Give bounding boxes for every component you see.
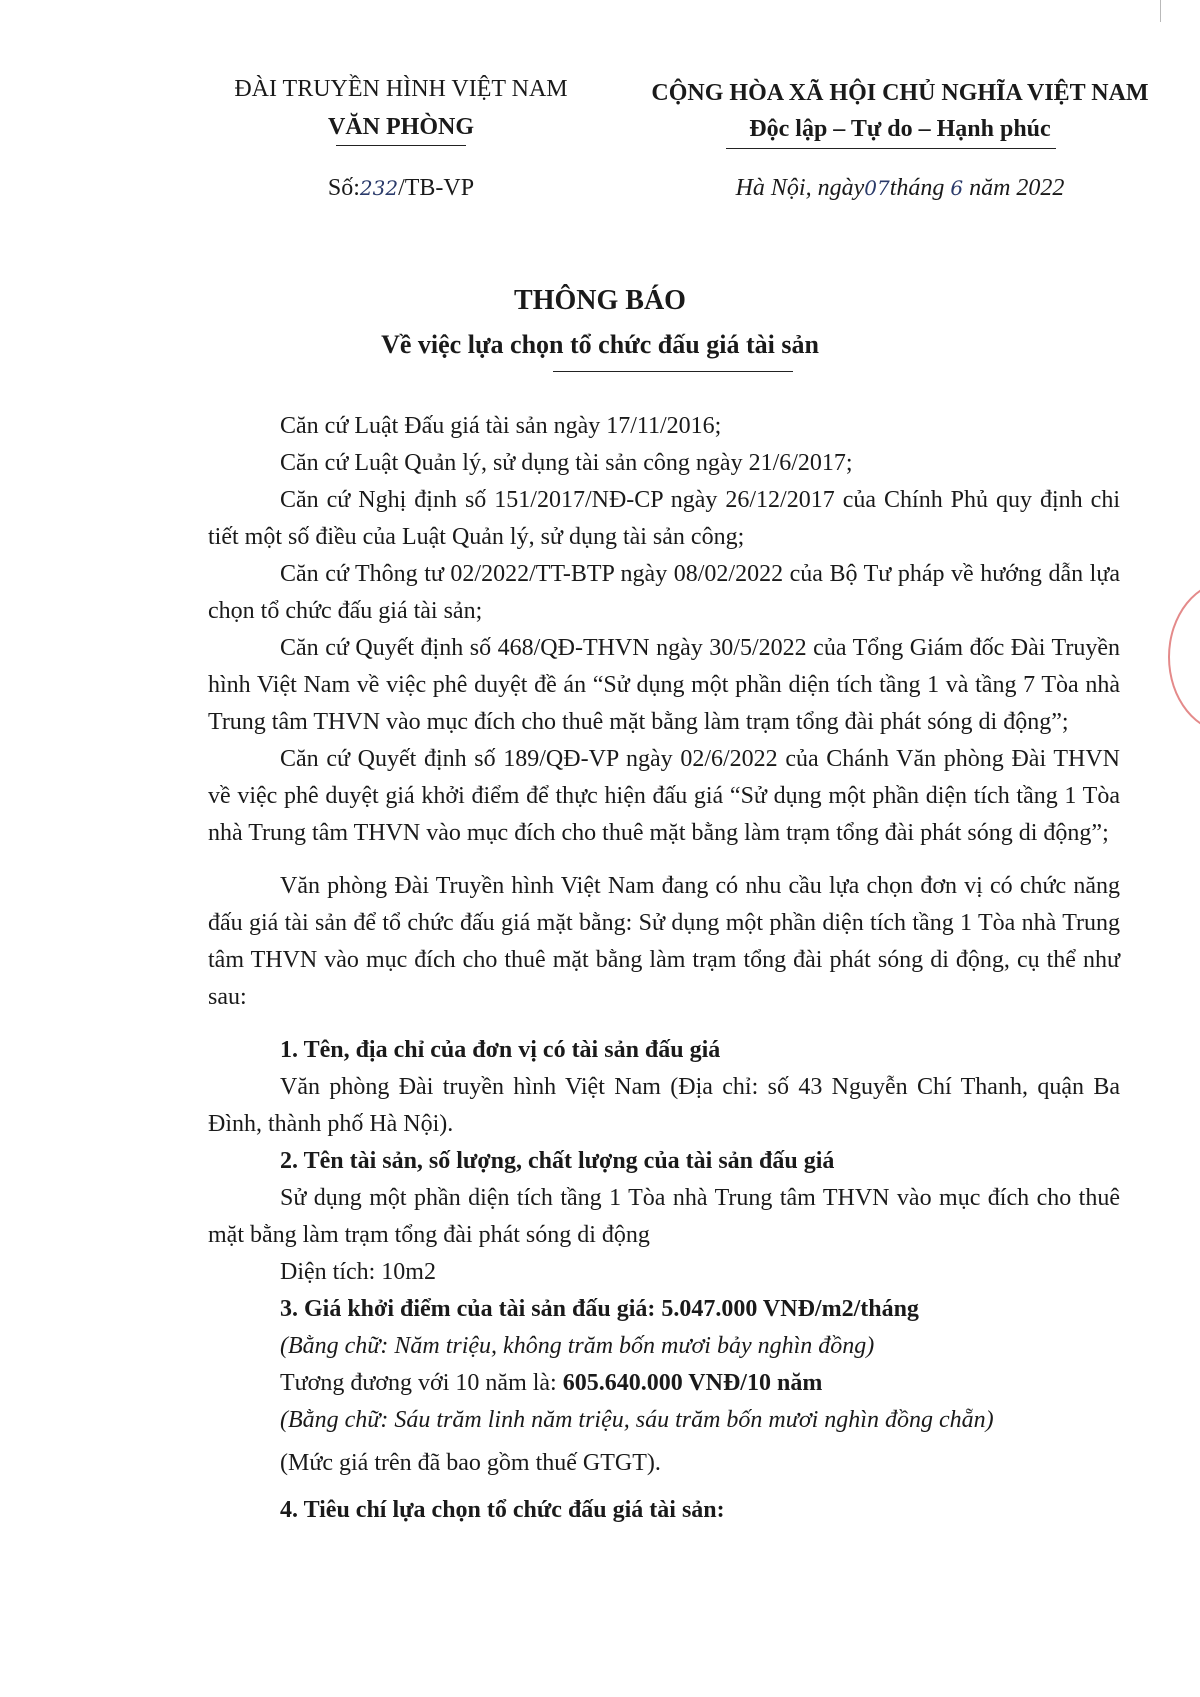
legal-basis-1: Căn cứ Luật Đấu giá tài sản ngày 17/11/2016; <box>280 413 722 439</box>
date-month-handwritten: 6 <box>950 176 964 200</box>
document-body <box>208 408 1120 1529</box>
office-name: VĂN PHÒNG <box>328 114 474 140</box>
date-prefix: Hà Nội, ngày <box>735 175 865 201</box>
section-2-heading: 2. Tên tài sản, số lượng, chất lượng của tài sản đấu giá <box>280 1148 835 1174</box>
date-day-handwritten: 07 <box>864 176 890 200</box>
section-1-heading: 1. Tên, địa chỉ của đơn vị có tài sản đấu giá <box>280 1037 721 1063</box>
section-3-heading: 3. Giá khởi điểm của tài sản đấu giá: 5.047.000 VNĐ/m2/tháng <box>280 1296 919 1322</box>
legal-basis-5: Căn cứ Quyết định số 468/QĐ-THVN ngày 30/5/2022 của Tổng Giám đốc Đài Truyền hình Việt Nam về việc phê duyệt đề án “Sử dụng một phần diện tích tầng 1 và tầng 7 Tòa nhà Trung tâm THVN vào mục đích cho thuê mặt bằng làm trạm tổng đài phát sóng di động”; <box>208 635 1120 735</box>
republic-name: CỘNG HÒA XÃ HỘI CHỦ NGHĨA VIỆT NAM <box>651 80 1149 106</box>
section-2-area: Diện tích: 10m2 <box>280 1259 436 1285</box>
equivalent-value: 605.640.000 VNĐ/10 năm <box>562 1370 823 1396</box>
section-3-vat-note: (Mức giá trên đã bao gồm thuế GTGT). <box>280 1450 661 1476</box>
subtitle-underline <box>553 371 793 372</box>
legal-basis-3: Căn cứ Nghị định số 151/2017/NĐ-CP ngày 26/12/2017 của Chính Phủ quy định chi tiết một số điều của Luật Quản lý, sử dụng tài sản công; <box>208 487 1120 550</box>
document-number <box>208 173 594 203</box>
section-3-equivalent <box>208 1365 1120 1402</box>
date-suffix: năm 2022 <box>969 175 1065 201</box>
section-3-equivalent-words: (Bằng chữ: Sáu trăm linh năm triệu, sáu trăm bốn mươi nghìn đồng chẵn) <box>280 1407 994 1433</box>
agency-name: ĐÀI TRUYỀN HÌNH VIỆT NAM <box>234 76 568 102</box>
national-motto: Độc lập – Tự do – Hạnh phúc <box>749 116 1051 142</box>
document-subtitle: Về việc lựa chọn tổ chức đấu giá tài sản <box>381 330 819 359</box>
section-2-body: Sử dụng một phần diện tích tầng 1 Tòa nhà Trung tâm THVN vào mục đích cho thuê mặt bằng làm trạm tổng đài phát sóng di động <box>208 1185 1120 1248</box>
legal-basis-4: Căn cứ Thông tư 02/2022/TT-BTP ngày 08/02/2022 của Bộ Tư pháp về hướng dẫn lựa chọn tổ chức đấu giá tài sản; <box>208 561 1120 624</box>
section-3-price-words: (Bằng chữ: Năm triệu, không trăm bốn mươi bảy nghìn đồng) <box>280 1333 875 1359</box>
number-suffix: /TB-VP <box>398 175 475 201</box>
number-handwritten: 232 <box>359 176 399 200</box>
legal-basis-6: Căn cứ Quyết định số 189/QĐ-VP ngày 02/6/2022 của Chánh Văn phòng Đài THVN về việc phê duyệt giá khởi điểm để thực hiện đấu giá “Sử dụng một phần diện tích tầng 1 Tòa nhà Trung tâm THVN vào mục đích cho thuê mặt bằng làm trạm tổng đài phát sóng di động”; <box>208 746 1120 846</box>
intro-paragraph: Văn phòng Đài Truyền hình Việt Nam đang có nhu cầu lựa chọn đơn vị có chức năng đấu giá tài sản để tổ chức đấu giá mặt bằng: Sử dụng một phần diện tích tầng 1 Tòa nhà Trung tâm THVN vào mục đích cho thuê mặt bằng làm trạm tổng đài phát sóng di động, cụ thể như sau: <box>208 873 1120 1010</box>
office-underline <box>336 145 466 146</box>
document-date <box>620 173 1180 203</box>
number-prefix: Số: <box>327 175 360 201</box>
official-stamp-edge <box>1168 580 1200 734</box>
document-title: THÔNG BÁO <box>514 285 686 316</box>
scan-corner-mark <box>1160 0 1161 22</box>
equivalent-label: Tương đương với 10 năm là: <box>280 1370 563 1396</box>
section-1-body: Văn phòng Đài truyền hình Việt Nam (Địa chỉ: số 43 Nguyễn Chí Thanh, quận Ba Đình, thành phố Hà Nội). <box>208 1074 1120 1137</box>
motto-underline <box>726 148 1056 149</box>
date-mid: tháng <box>889 175 945 201</box>
section-4-heading: 4. Tiêu chí lựa chọn tổ chức đấu giá tài sản: <box>280 1497 725 1523</box>
legal-basis-2: Căn cứ Luật Quản lý, sử dụng tài sản công ngày 21/6/2017; <box>280 450 853 476</box>
